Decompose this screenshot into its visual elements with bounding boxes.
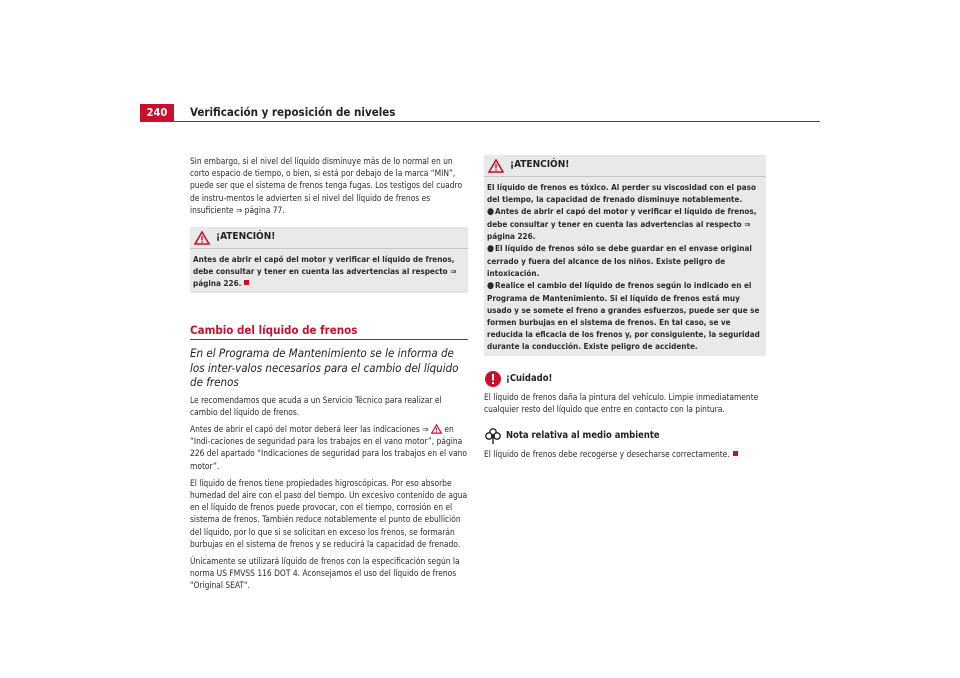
environment-text: El líquido de frenos debe recogerse y desecharse correctamente. bbox=[484, 448, 766, 460]
paragraph-2: Antes de abrir el capó del motor deberá leer las indicaciones ⇒ en “Indi-caciones de seguridad para los trabajos en el vano motor”, página 226 del apartado “Indicaciones de seguridad para los trabajos en el vano motor”. bbox=[190, 423, 467, 471]
warning-body-right bbox=[484, 181, 766, 352]
warning-triangle-icon bbox=[488, 159, 504, 173]
warning-bullet: ●El líquido de frenos sólo se debe guardar en el envase original cerrado y fuera del alcance de los niños. Existe peligro de intoxicación. bbox=[487, 243, 752, 278]
warning-box bbox=[190, 227, 468, 293]
end-mark-icon bbox=[733, 451, 738, 456]
warning-bullet: ●Realice el cambio del líquido de frenos según lo indicado en el Programa de Mantenimiento. Si el líquido de frenos está muy usado y se somete el freno a grandes esfuerzos, puede ser que se formen burbujas en el sistema de frenos. En tal caso, se ve reducida la eficacia de los frenos y, por consiguiente, la seguridad durante la conducción. Existe peligro de accidente. bbox=[487, 280, 760, 351]
caution-title: ¡Cuidado! bbox=[506, 372, 553, 384]
warning-text: Antes de abrir el capó del motor y verificar el líquido de frenos, debe consultar y tener en cuenta las advertencias al respecto ⇒ página 226. bbox=[193, 254, 457, 289]
paragraph-3: El líquido de frenos tiene propiedades higroscópicas. Por eso absorbe humedad del aire con el paso del tiempo. Un excesivo contenido de agua en el líquido de frenos puede provocar, con el tiempo, corrosión en el sistema de frenos. También reduce notablemente el punto de ebullición del líquido, por lo que si se solicitan en exceso los frenos, se formarán burbujas en el sistema de frenos y se reducirá la capacidad de frenado. bbox=[190, 477, 468, 549]
warning-triangle-icon bbox=[431, 424, 442, 434]
bullet-icon: ● bbox=[487, 244, 495, 254]
warning-header-right bbox=[484, 155, 766, 177]
warning-title-right: ¡ATENCIÓN! bbox=[510, 159, 570, 171]
right-column bbox=[484, 155, 766, 466]
caution-header bbox=[484, 370, 766, 388]
environment-header bbox=[484, 427, 766, 445]
caution-text: El líquido de frenos daña la pintura del vehículo. Limpie inmediatamente cualquier resto del líquido que entre en contacto con la pintura. bbox=[484, 392, 759, 415]
intro-paragraph: Sin embargo, si el nivel del líquido disminuye más de lo normal en un corto espacio de tiempo, o bien, si está por debajo de la marca “MIN”, puede ser que el sistema de frenos tenga fugas. Los testigos del cuadro de instru-mentos le advierten si el nivel del líquido de frenos es insuficiente ⇒ página 77. bbox=[190, 156, 463, 215]
warning-triangle-icon bbox=[194, 231, 210, 245]
paragraph-1: Le recomendamos que acuda a un Servicio Técnico para realizar el cambio del líquido de frenos. bbox=[190, 394, 442, 417]
end-mark-icon bbox=[244, 280, 249, 285]
page-number: 240 bbox=[140, 104, 174, 121]
warning-header bbox=[190, 227, 468, 249]
bullet-icon: ● bbox=[487, 207, 495, 217]
warning-intro: El líquido de frenos es tóxico. Al perder su viscosidad con el paso del tiempo, la capacidad de frenado disminuye notablemente. bbox=[487, 182, 756, 204]
section-title: Cambio del líquido de frenos bbox=[190, 323, 468, 340]
caution-exclamation-icon bbox=[484, 370, 502, 388]
warning-bullet: ●Antes de abrir el capó del motor y verificar el líquido de frenos, debe consultar y tener en cuenta las advertencias al respecto ⇒ página 226. bbox=[487, 206, 757, 241]
paragraph-4: Únicamente se utilizará líquido de frenos con la especificación según la norma US FMVSS 116 DOT 4. Aconsejamos el uso del líquido de frenos "Original SEAT". bbox=[190, 555, 460, 591]
environment-flower-icon bbox=[484, 427, 502, 445]
environment-title: Nota relativa al medio ambiente bbox=[506, 430, 660, 442]
warning-title: ¡ATENCIÓN! bbox=[216, 231, 276, 243]
header-divider bbox=[140, 121, 820, 122]
section-subtitle: En el Programa de Mantenimiento se le informa de los inter-valos necesarios para el cambio del líquido de frenos bbox=[190, 346, 459, 390]
page-header-title: Verificación y reposición de niveles bbox=[190, 105, 396, 119]
left-column bbox=[190, 155, 468, 597]
warning-box-right bbox=[484, 155, 766, 356]
bullet-icon: ● bbox=[487, 281, 495, 291]
